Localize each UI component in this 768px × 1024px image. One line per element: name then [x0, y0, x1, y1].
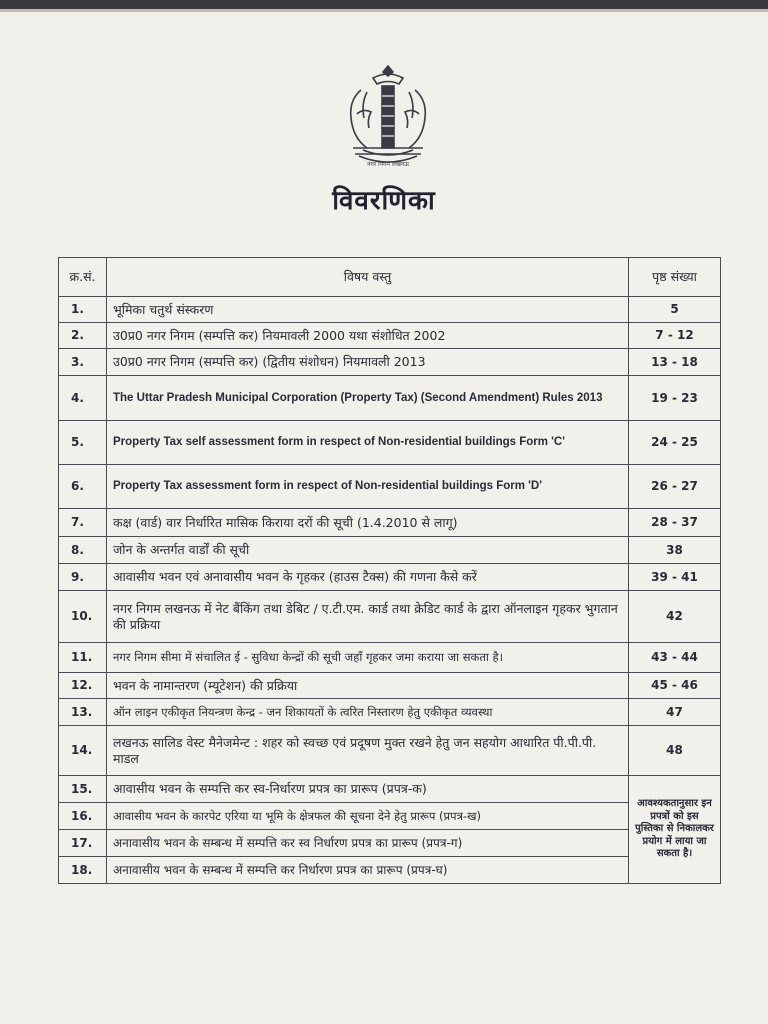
row-page: 7 - 12: [629, 323, 721, 349]
row-page: 13 - 18: [629, 349, 721, 376]
row-page: 19 - 23: [629, 376, 721, 421]
row-page: 42: [629, 591, 721, 643]
table-row: [59, 349, 721, 376]
table-row: [59, 421, 721, 465]
row-page: 45 - 46: [629, 673, 721, 699]
table-row: [59, 591, 721, 643]
row-number: 14.: [59, 726, 107, 776]
svg-text:नगर निगम लखनऊ: नगर निगम लखनऊ: [367, 161, 409, 168]
row-page: 28 - 37: [629, 509, 721, 537]
row-page: 48: [629, 726, 721, 776]
table-row: [59, 673, 721, 699]
row-number: 15.: [59, 776, 107, 803]
row-subject: भूमिका चतुर्थ संस्करण: [107, 297, 629, 323]
contents-table: [58, 257, 721, 884]
page-top-edge: [0, 0, 768, 9]
row-subject: Property Tax assessment form in respect of Non-residential buildings Form 'D': [107, 465, 629, 509]
table-row: [59, 564, 721, 591]
row-number: 13.: [59, 699, 107, 726]
row-page: 26 - 27: [629, 465, 721, 509]
table-row: [59, 776, 721, 803]
row-number: 1.: [59, 297, 107, 323]
page-top-shadow: [0, 9, 768, 12]
municipal-emblem-icon: [343, 62, 433, 170]
table-row: [59, 537, 721, 564]
row-subject: कक्ष (वार्ड) वार निर्धारित मासिक किराया दरों की सूची (1.4.2010 से लागू): [107, 509, 629, 537]
row-subject: अनावासीय भवन के सम्बन्ध में सम्पत्ति कर स्व निर्धारण प्रपत्र का प्रारूप (प्रपत्र-ग): [107, 830, 629, 857]
row-number: 12.: [59, 673, 107, 699]
table-header-row: [59, 258, 721, 297]
row-number: 17.: [59, 830, 107, 857]
row-page: 5: [629, 297, 721, 323]
row-page: 43 - 44: [629, 643, 721, 673]
table-row: [59, 643, 721, 673]
page-title: विवरणिका: [332, 186, 436, 216]
row-page: 38: [629, 537, 721, 564]
header-serial: क्र.सं.: [59, 258, 107, 297]
row-number: 10.: [59, 591, 107, 643]
row-number: 3.: [59, 349, 107, 376]
table-row: [59, 297, 721, 323]
row-subject: नगर निगम लखनऊ में नेट बैंकिंग तथा डेबिट / ए.टी.एम. कार्ड तथा क्रेडिट कार्ड के द्वारा ऑनलाइन गृहकर भुगतान की प्रक्रिया: [107, 591, 629, 643]
row-subject: अनावासीय भवन के सम्बन्ध में सम्पत्ति कर निर्धारण प्रपत्र का प्रारूप (प्रपत्र-घ): [107, 857, 629, 884]
row-subject: ऑन लाइन एकीकृत नियन्त्रण केन्द्र - जन शिकायतों के त्वरित निस्तारण हेतु एकीकृत व्यवस्था: [107, 699, 629, 726]
table-row: [59, 726, 721, 776]
row-number: 16.: [59, 803, 107, 830]
forms-usage-note: आवश्यकतानुसार इन प्रपत्रों को इस पुस्तिका से निकालकर प्रयोग में लाया जा सकता है।: [629, 776, 721, 884]
table-row: [59, 376, 721, 421]
row-number: 18.: [59, 857, 107, 884]
row-subject: आवासीय भवन के कारपेट एरिया या भूमि के क्षेत्रफल की सूचना देने हेतु प्रारूप (प्रपत्र-ख): [107, 803, 629, 830]
row-number: 9.: [59, 564, 107, 591]
row-page: 39 - 41: [629, 564, 721, 591]
row-number: 11.: [59, 643, 107, 673]
row-subject: The Uttar Pradesh Municipal Corporation (Property Tax) (Second Amendment) Rules 2013: [107, 376, 629, 421]
row-subject: नगर निगम सीमा में संचालित ई - सुविधा केन्द्रों की सूची जहाँ गृहकर जमा कराया जा सकता है।: [107, 643, 629, 673]
row-number: 5.: [59, 421, 107, 465]
row-subject: Property Tax self assessment form in respect of Non-residential buildings Form 'C': [107, 421, 629, 465]
row-subject: उ0प्र0 नगर निगम (सम्पत्ति कर) नियमावली 2000 यथा संशोधित 2002: [107, 323, 629, 349]
row-subject: लखनऊ सालिड वेस्ट मैनेजमेन्ट : शहर को स्वच्छ एवं प्रदूषण मुक्त रखने हेतु जन सहयोग आधारित पी.पी.पी. माडल: [107, 726, 629, 776]
row-page: 24 - 25: [629, 421, 721, 465]
row-subject: भवन के नामान्तरण (म्यूटेशन) की प्रक्रिया: [107, 673, 629, 699]
table-row: [59, 830, 721, 857]
row-number: 4.: [59, 376, 107, 421]
row-number: 7.: [59, 509, 107, 537]
header-page: पृष्ठ संख्या: [629, 258, 721, 297]
row-subject: जोन के अन्तर्गत वार्डों की सूची: [107, 537, 629, 564]
row-subject: उ0प्र0 नगर निगम (सम्पत्ति कर) (द्वितीय संशोधन) नियमावली 2013: [107, 349, 629, 376]
row-subject: आवासीय भवन एवं अनावासीय भवन के गृहकर (हाउस टैक्स) की गणना कैसे करें: [107, 564, 629, 591]
header-subject: विषय वस्तु: [107, 258, 629, 297]
table-row: [59, 509, 721, 537]
row-subject: आवासीय भवन के सम्पत्ति कर स्व-निर्धारण प्रपत्र का प्रारूप (प्रपत्र-क): [107, 776, 629, 803]
row-number: 2.: [59, 323, 107, 349]
table-row: [59, 323, 721, 349]
row-number: 8.: [59, 537, 107, 564]
table-row: [59, 699, 721, 726]
table-row: [59, 857, 721, 884]
table-row: [59, 465, 721, 509]
row-number: 6.: [59, 465, 107, 509]
row-page: 47: [629, 699, 721, 726]
table-row: [59, 803, 721, 830]
